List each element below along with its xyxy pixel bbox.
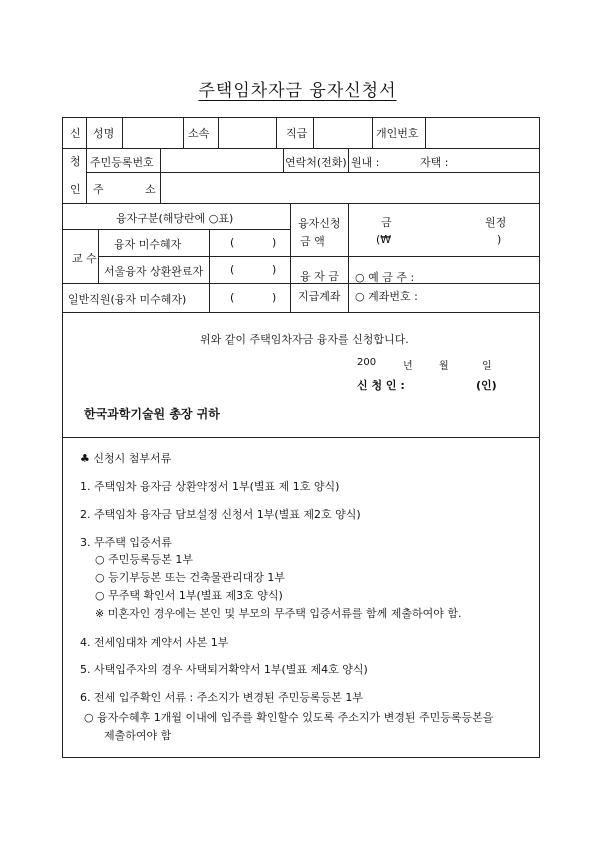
month-unit: 월 xyxy=(439,361,449,372)
applicant-side-label: 신 xyxy=(70,127,81,140)
contact-label: 연락처(전화) xyxy=(285,156,347,169)
divider xyxy=(160,148,161,203)
depositor-label: ○ 예 금 주 : xyxy=(355,271,415,284)
year-value: 200 xyxy=(357,357,377,368)
paren-close: ) xyxy=(272,236,277,249)
dept-label: 소속 xyxy=(188,127,210,140)
divider xyxy=(283,148,284,172)
attachment-item: 5. 사택입주자의 경우 사택퇴거확약서 1부(별표 제4호 양식) xyxy=(80,663,368,676)
divider xyxy=(209,229,210,312)
year-unit: 년 xyxy=(403,361,413,372)
paren-open: ( xyxy=(230,236,235,249)
attachment-item: 2. 주택임차 융자금 담보설정 신청서 1부(별표 제2호 양식) xyxy=(80,508,361,521)
rank-label: 직급 xyxy=(286,127,308,140)
applicant-signature-label: 신 청 인 : xyxy=(357,379,405,392)
attachment-subitem: 제출하여야 함 xyxy=(104,729,172,742)
divider xyxy=(276,117,277,148)
divider xyxy=(372,117,373,148)
paren-close: ) xyxy=(272,263,277,276)
home-phone-label: 자택 : xyxy=(420,156,449,169)
divider xyxy=(290,256,540,257)
day-unit: 일 xyxy=(482,361,492,372)
paren-close: ) xyxy=(272,291,277,304)
divider xyxy=(86,172,540,173)
divider xyxy=(98,229,99,283)
applicant-side-label: 청 xyxy=(70,155,81,168)
loan-row-label: 서울융자 상환완료자 xyxy=(104,265,204,278)
professor-label: 수 xyxy=(86,252,97,265)
account-label: 지급계좌 xyxy=(298,290,341,303)
divider xyxy=(218,117,219,148)
professor-label: 교 xyxy=(72,252,83,265)
declaration-statement: 위와 같이 주택임차자금 융자를 신청합니다. xyxy=(200,333,409,346)
name-label: 성명 xyxy=(93,127,115,140)
attachments-header: ♣ 신청시 첨부서류 xyxy=(80,452,172,465)
addressee: 한국과학기술원 총장 귀하 xyxy=(84,407,220,421)
amount-won: 원정 xyxy=(485,216,507,229)
resident-no-label: 주민등록번호 xyxy=(90,156,154,169)
address-label: 주 xyxy=(93,183,104,196)
applicant-side-label: 인 xyxy=(70,183,81,196)
attachment-subitem: ○ 융자수혜후 1개월 이내에 입주를 확인할수 있도록 주소지가 변경된 주민등록등본을 xyxy=(84,711,494,724)
divider xyxy=(62,148,540,149)
divider xyxy=(62,203,540,204)
amount-close: ) xyxy=(497,233,502,246)
attachment-item: 3. 무주택 입증서류 xyxy=(80,536,172,549)
attachment-note: ※ 미혼자인 경우에는 본인 및 부모의 무주택 입증서류를 함께 제출하여야 함. xyxy=(95,607,462,620)
divider xyxy=(348,203,349,312)
divider xyxy=(183,117,184,148)
paren-open: ( xyxy=(230,263,235,276)
attachment-subitem: ○ 주민등록등본 1부 xyxy=(95,553,193,566)
office-phone-label: 원내 : xyxy=(351,156,380,169)
divider xyxy=(122,117,123,148)
amount-geum: 금 xyxy=(381,216,392,229)
divider xyxy=(62,312,540,313)
personal-no-label: 개인번호 xyxy=(376,127,419,140)
address-label: 소 xyxy=(145,183,156,196)
paren-open: ( xyxy=(230,291,235,304)
divider xyxy=(62,229,290,230)
attachment-item: 1. 주택임차 융자금 상환약정서 1부(별표 제 1호 양식) xyxy=(80,480,340,493)
attachment-subitem: ○ 등기부등본 또는 건축물관리대장 1부 xyxy=(95,571,285,584)
divider xyxy=(98,256,290,257)
attachment-item: 6. 전세 입주확인 서류 : 주소지가 변경된 주민등록등본 1부 xyxy=(80,691,363,704)
divider xyxy=(290,203,291,312)
attachment-subitem: ○ 무주택 확인서 1부(별표 제3호 양식) xyxy=(95,589,283,602)
amount-label: 금 액 xyxy=(300,235,325,248)
amount-label: 융자신청 xyxy=(298,217,341,230)
account-no-label: ○ 계좌번호 : xyxy=(355,290,418,303)
divider xyxy=(313,117,314,148)
seal-mark: (인) xyxy=(476,379,497,392)
loan-row-label: 일반직원(융자 미수혜자) xyxy=(68,293,187,306)
divider xyxy=(348,148,349,172)
attachment-item: 4. 전세임대차 계약서 사본 1부 xyxy=(80,636,229,649)
loan-type-header: 융자구분(해당란에 ○표) xyxy=(116,212,234,225)
divider xyxy=(425,117,426,148)
loan-row-label: 융자 미수혜자 xyxy=(114,238,182,251)
account-label: 융 자 금 xyxy=(300,270,339,283)
divider xyxy=(86,117,87,203)
divider xyxy=(62,437,540,438)
form-title: 주택임차자금 융자신청서 xyxy=(198,81,397,101)
amount-symbol: (₩ xyxy=(376,233,392,246)
